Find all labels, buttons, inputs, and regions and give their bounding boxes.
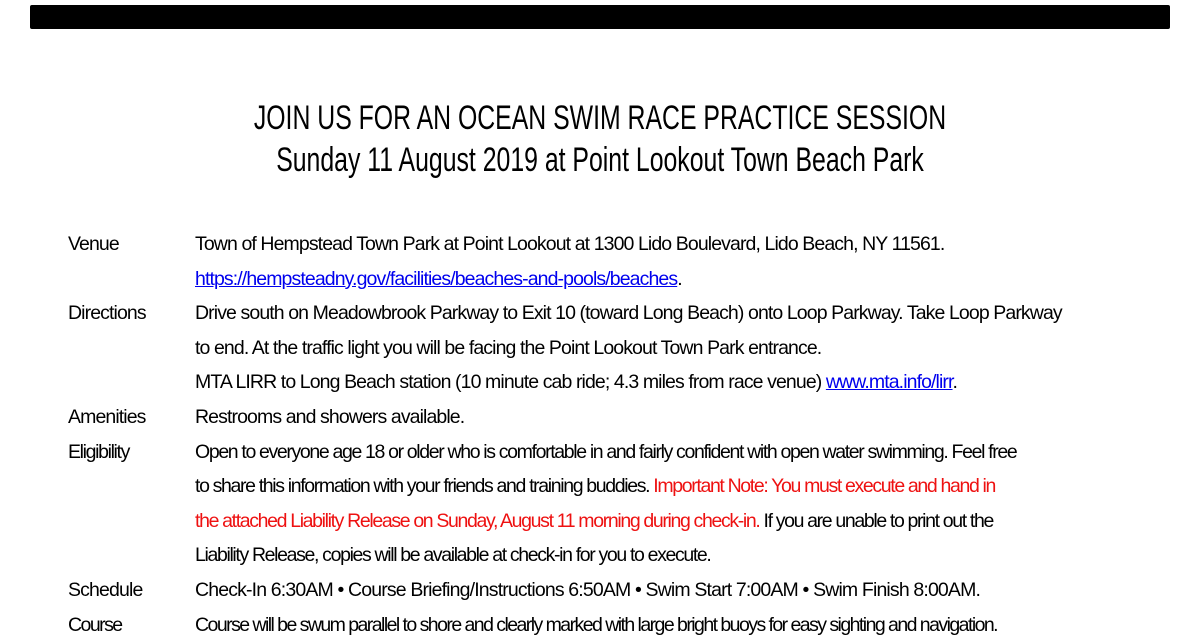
amenities-label: Amenities [68, 405, 146, 428]
schedule-text: Check-In 6:30AM • Course Briefing/Instructions 6:50AM • Swim Start 7:00AM • Swim Finish 8:00AM. [195, 578, 981, 601]
eligibility-line-4 [195, 538, 1148, 573]
amenities-line-1 [195, 400, 1148, 435]
directions-text-2: to end. At the traffic light you will be facing the Point Lookout Town Park entrance. [195, 336, 822, 359]
directions-label: Directions [68, 302, 146, 325]
venue-line-1 [195, 227, 1148, 262]
mta-link[interactable]: www.mta.info/lirr [825, 371, 953, 394]
eligibility-line-1 [195, 435, 1148, 470]
venue-link[interactable]: https://hempsteadny.gov/facilities/beaches-and-pools/beaches [195, 267, 678, 290]
row-venue [68, 227, 1148, 296]
important-note-part-2: the attached Liability Release on Sunday, August 11 morning during check-in. [195, 509, 760, 532]
schedule-line-1 [195, 573, 1148, 608]
row-eligibility [68, 435, 1148, 573]
title-line-1: JOIN US FOR AN OCEAN SWIM RACE PRACTICE SESSION [253, 99, 947, 137]
eligibility-text-1: Open to everyone age 18 or older who is comfortable in and fairly confident with open water swimming. Feel free [195, 440, 1017, 463]
directions-text-1: Drive south on Meadowbrook Parkway to Exit 10 (toward Long Beach) onto Loop Parkway. Take Loop Parkway [195, 302, 1062, 325]
top-bar [30, 5, 1170, 29]
document-title [0, 97, 1200, 181]
course-line-1 [195, 608, 1148, 642]
document-body [68, 227, 1148, 642]
directions-line-1 [195, 296, 1148, 331]
amenities-text: Restrooms and showers available. [195, 405, 465, 428]
course-text: Course will be swum parallel to shore and clearly marked with large bright buoys for easy sighting and navigation. [195, 613, 998, 636]
eligibility-text-2: to share this information with your friends and training buddies. [195, 475, 654, 498]
venue-link-suffix: . [677, 267, 682, 290]
directions-text-3: MTA LIRR to Long Beach station (10 minute cab ride; 4.3 miles from race venue) [195, 371, 826, 394]
row-course [68, 608, 1148, 642]
mta-link-suffix: . [952, 371, 958, 394]
eligibility-line-3 [195, 504, 1148, 539]
eligibility-line-2 [195, 469, 1148, 504]
venue-text: Town of Hempstead Town Park at Point Lookout at 1300 Lido Boulevard, Lido Beach, NY 11561. [195, 233, 945, 255]
venue-line-2 [195, 262, 1148, 297]
row-amenities [68, 400, 1148, 435]
course-label: Course [68, 613, 122, 636]
directions-line-2 [195, 331, 1148, 366]
venue-label: Venue [68, 233, 119, 255]
row-schedule [68, 573, 1148, 608]
eligibility-label: Eligibility [68, 440, 130, 463]
row-directions [68, 296, 1148, 400]
directions-line-3 [195, 365, 1148, 400]
title-line-2: Sunday 11 August 2019 at Point Lookout Town Beach Park [276, 141, 924, 179]
schedule-label: Schedule [68, 578, 143, 601]
eligibility-text-4: Liability Release, copies will be available at check-in for you to execute. [195, 544, 711, 567]
eligibility-text-3: If you are unable to print out the [759, 509, 993, 532]
important-note-part-1: Important Note: You must execute and hand in [653, 475, 995, 498]
